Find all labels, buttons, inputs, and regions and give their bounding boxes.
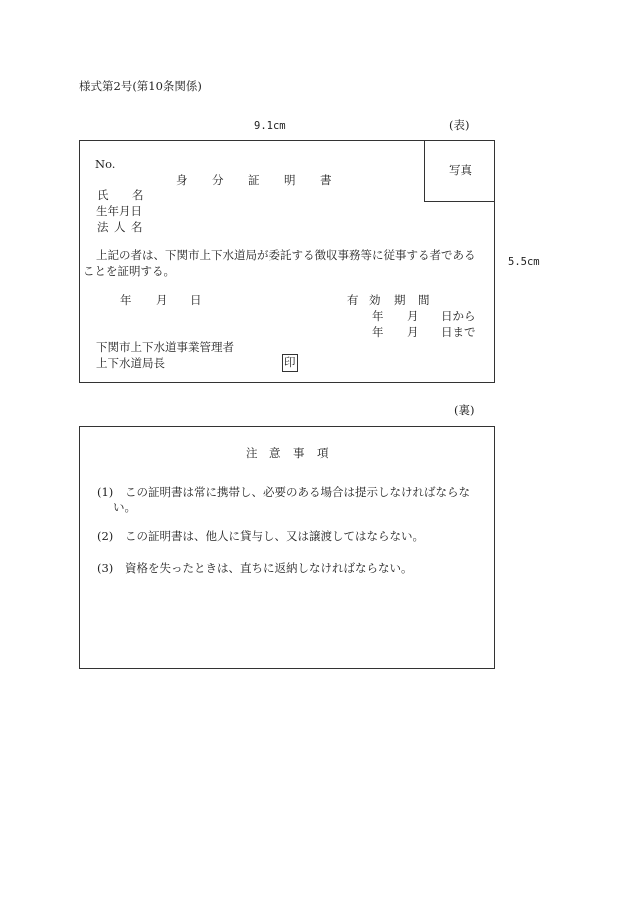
- form-number-label: 様式第2号(第10条関係): [79, 79, 202, 93]
- seal-mark: 印: [282, 354, 298, 372]
- front-side-label: (表): [449, 118, 470, 132]
- card-width-label: 9.1cm: [254, 120, 286, 132]
- title-char: 証: [248, 173, 260, 187]
- photo-label: 写真: [449, 163, 472, 177]
- issuer-title: 下関市上下水道事業管理者: [96, 340, 234, 354]
- id-card-front: 写真 No. 身 分 証 明 書 氏 名 生年月日 法 人 名 上記の者は、下関市上下水道局が委託する徴収事務等に従事する者である ことを証明する。 年 月 日 有 効 期 間 年 月 日から 年 月 日まで 下関市上下水道事業管理者 上下水道局長 印: [79, 140, 495, 383]
- birthdate-field-label: 生年月日: [96, 204, 142, 218]
- back-side-label: (裏): [454, 403, 475, 417]
- certification-statement-line2: ことを証明する。: [83, 264, 175, 278]
- title-char: 身: [176, 173, 188, 187]
- photo-box: [424, 140, 495, 202]
- title-char: 書: [320, 173, 332, 187]
- id-card-back: 注 意 事 項 (1) この証明書は常に携帯し、必要のある場合は提示しなければならな い。 (2) この証明書は、他人に貸与し、又は譲渡してはならない。 (3) 資格を失ったときは、直ちに返納しなければならない。: [79, 426, 495, 669]
- card-height-label: 5.5cm: [508, 256, 540, 268]
- card-number-label: No.: [95, 157, 116, 171]
- title-char: 分: [212, 173, 224, 187]
- certification-statement-line1: 上記の者は、下関市上下水道局が委託する徴収事務等に従事する者である: [96, 248, 476, 262]
- title-char: 明: [284, 173, 296, 187]
- issuer-name: 上下水道局長: [96, 356, 165, 370]
